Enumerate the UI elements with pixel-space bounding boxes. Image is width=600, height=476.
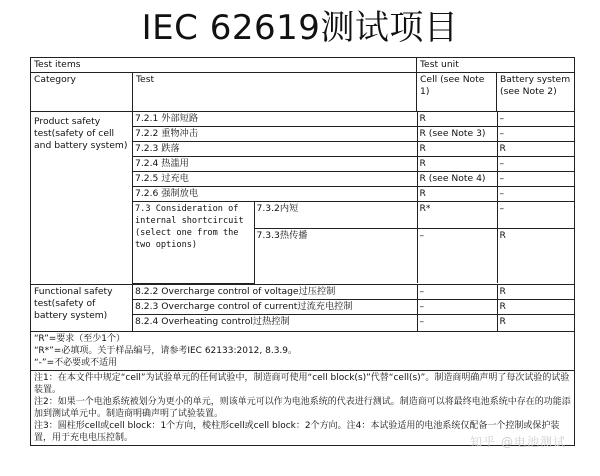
consideration-cell: 7.3 Consideration of internal shortcircuit (select one from the two options) xyxy=(133,202,254,284)
table-row: 8.2.4 Overheating control过热控制 – R xyxy=(133,314,575,331)
header-cell: Cell (see Note 1) xyxy=(417,73,497,112)
notes: 注1：在本文件中规定“cell”为试验单元的任何试验中，制造商可使用“cell block(s)”代替“cell(s)”。制造商明确声明了每次试验的试验装置。 注2：如果一个电池系统被划分为更小的单元，则该单元可以作为电池系统的代表进行测试。制造商可以将最终电池系统中存在的功能添加到测试单元中。制造商明确声明了试验装置。 注3：圆柱形cell或cell block：1个方向，棱柱形cell或cell block：2个方向。注4：本试验适用的电池系统仅配备一个控制或保护装置，用于充电电压控制。 xyxy=(31,370,575,445)
table-row: 8.2.3 Overcharge control of current过流充电控制 – R xyxy=(133,299,575,314)
functional-safety-rows xyxy=(133,285,575,331)
test-items-table xyxy=(30,57,575,446)
category-product-safety: Product safety test(safety of cell and battery system) xyxy=(31,112,133,285)
legend: “R”=要求（至少1个） “R*”=必填项。关于样品编号，请参考IEC 62133:2012, 8.3.9。 “-”=不必要或不适用 xyxy=(31,331,575,370)
watermark: 知乎 @电池测试 xyxy=(470,435,566,449)
product-safety-rows xyxy=(133,112,575,284)
table-row: 7.2.2 重物冲击 R (see Note 3) – xyxy=(133,127,575,142)
page-title: IEC 62619测试项目 xyxy=(141,8,459,48)
header-test: Test xyxy=(133,73,417,112)
table-row: 7.2.1 外部短路 R – xyxy=(133,112,575,127)
table-row: 7.3 Consideration of internal shortcircuit (select one from the two options) 7.3.2内短 R* – xyxy=(133,202,575,229)
table-row: 7.2.6 强制放电 R – xyxy=(133,187,575,202)
table-row: 7.3.3热传播 – R xyxy=(133,229,575,284)
table-row: 7.2.3 跌落 R R xyxy=(133,142,575,157)
table-row: 7.2.5 过充电 R (see Note 4) – xyxy=(133,172,575,187)
table-row: 7.2.4 热滥用 R – xyxy=(133,157,575,172)
table-row: 8.2.2 Overcharge control of voltage过压控制 – R xyxy=(133,285,575,300)
category-functional-safety: Functional safety test(safety of battery system) xyxy=(31,284,133,331)
header-test-unit: Test unit xyxy=(417,58,575,73)
header-category: Category xyxy=(31,73,133,112)
header-test-items: Test items xyxy=(31,58,417,73)
header-battery: Battery system (see Note 2) xyxy=(497,73,575,112)
